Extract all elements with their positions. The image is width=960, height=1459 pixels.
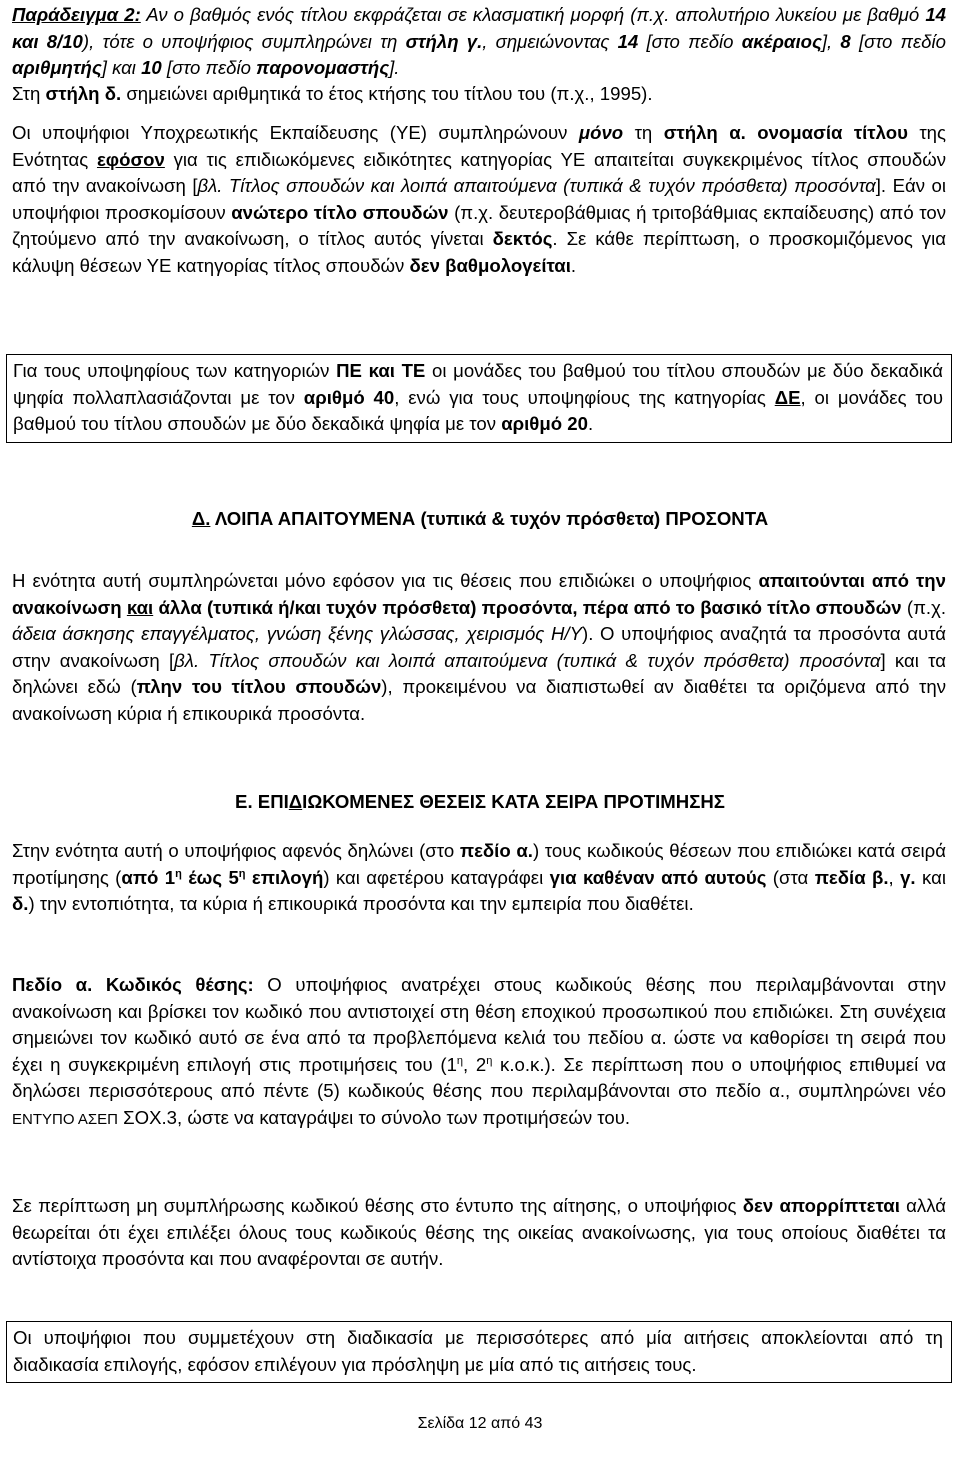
section-d-paragraph: Η ενότητα αυτή συμπληρώνεται μόνο εφόσον για τις θέσεις που επιδιώκει ο υποψήφιος απαιτούνται από την ανακοίνωση και άλλα (τυπικά ή/και τυχόν πρόσθετα) προσόντα, πέρα από το βασικό τίτλο σπουδών (π.χ. άδεια άσκησης επαγγέλματος, γνώση ξένης γλώσσας, χειρισμός Η/Υ). Ο υποψήφιος αναζητά τα προσόντα αυτά στην ανακοίνωση [βλ. Τίτλος σπουδών και λοιπά απαιτούμενα (τυπικά & τυχόν πρόσθετα) προσόντα] και τα δηλώνει εδώ (πλην του τίτλου σπουδών), προκειμένου να διαπιστωθεί αν διαθέτει τα οριζόμενα από την ανακοίνωση κύρια ή επικουρικά προσόντα. (12, 570, 947, 724)
column-d-paragraph: Στη στήλη δ. σημειώνει αριθμητικά το έτος κτήσης του τίτλου του (π.χ., 1995). (12, 83, 653, 104)
section-e-paragraph: Στην ενότητα αυτή ο υποψήφιος αφενός δηλώνει (στο πεδίο α.) τους κωδικούς θέσεων που επιδιώκει κατά σειρά προτίμησης (από $1^\eta$ έως $5^\eta$ επιλογή) και αφετέρου καταγράφει για καθέναν από αυτούς (στα πεδία β., γ. και δ.) την εντοπιότητα, τα κύρια ή επικουρικά προσόντα και την εμπειρία που διαθέτει. (12, 840, 946, 915)
multiple-applications-notice-box: Οι υποψήφιοι που συμμετέχουν στη διαδικασία με περισσότερες από μία αιτήσεις αποκλείονται από τη διαδικασία επιλογής, εφόσον επιλέγουν για πρόσληψη με μία από τις αιτήσεις τους. (6, 1321, 952, 1383)
section-e-heading: Ε. ΕΠΙΔΙΩΚΟΜΕΝΕΣ ΘΕΣΕΙΣ ΚΑΤΑ ΣΕΙΡΑ ΠΡΟΤΙΜΗΣΗΣ (235, 791, 725, 812)
compulsory-education-paragraph: Οι υποψήφιοι Υποχρεωτικής Εκπαίδευσης (ΥΕ) συμπληρώνουν μόνο τη στήλη α. ονομασία τίτλου της Ενότητας εφόσον για τις επιδιωκόμενες ειδικότητες κατηγορίας ΥΕ απαιτείται συγκεκριμένος τίτλος σπουδών από την ανακοίνωση [βλ. Τίτλος σπουδών και λοιπά απαιτούμενα (τυπικά & τυχόν πρόσθετα) προσόντα]. Εάν οι υποψήφιοι προσκομίσουν ανώτερο τίτλο σπουδών (π.χ. δευτεροβάθμιας ή τριτοβάθμιας εκπαίδευσης) από τον ζητούμενο από την ανακοίνωση, ο τίτλος αυτός γίνεται δεκτός. Σε κάθε περίπτωση, ο προσκομιζόμενος για κάλυψη θέσεων ΥΕ κατηγορίας τίτλος σπουδών δεν βαθμολογείται. (12, 122, 947, 276)
section-d-heading: Δ. ΛΟΙΠΑ ΑΠΑΙΤΟΥΜΕΝΑ (τυπικά & τυχόν πρόσθετα) ΠΡΟΣΟΝΤΑ (191, 508, 769, 529)
example-2-paragraph: Παράδειγμα 2: Αν ο βαθμός ενός τίτλου εκφράζεται σε κλασματική μορφή (π.χ. απολυτήριο λυκείου με βαθμό 14 και 8/10), τότε ο υποψήφιος συμπληρώνει τη στήλη γ., σημειώνοντας 14 [στο πεδίο ακέραιος], 8 [στο πεδίο αριθμητής] και 10 [στο πεδίο παρονομαστής]. (12, 4, 946, 79)
example-label: Παράδειγμα 2: (12, 4, 141, 25)
field-a-paragraph: Πεδίο α. Κωδικός θέσης: Ο υποψήφιος ανατρέχει στους κωδικούς θέσης που περιλαμβάνονται στην ανακοίνωση και βρίσκει τον κωδικό που αντιστοιχεί στη θέση εποχικού προσωπικού που επιδιώκει. Στη συνέχεια σημειώνει τον κωδικό αυτό σε ένα από τα προβλεπόμενα κελιά του πεδίου α. ώστε να καθορίσει τη σειρά που έχει η συγκεκριμένη επιλογή στις προτιμήσεις του ($1^\eta$, $2^\eta$ κ.ο.κ.). Σε περίπτωση που ο υποψήφιος επιθυμεί να δηλώσει περισσότερους από πέντε (5) κωδικούς θέσης που περιλαμβάνονται στο πεδίο α., συμπληρώνει νέο ΕΝΤΥΠΟ ΑΣΕΠ ΣΟΧ.3, ώστε να καταγράψει το σύνολο των προτιμήσεών του. (12, 974, 947, 1128)
page-number-footer: Σελίδα 12 από 43 (417, 1415, 543, 1432)
field-a-missing-code-paragraph: Σε περίπτωση μη συμπλήρωσης κωδικού θέσης στο έντυπο της αίτησης, ο υποψήφιος δεν απορρίπτεται αλλά θεωρείται ότι έχει επιλέξει όλους τους κωδικούς θέσης της οικείας ανακοίνωσης, για τους οποίους διαθέτει τα αντίστοιχα προσόντα και που αναφέρονται σε αυτήν. (12, 1195, 946, 1270)
grade-multiplier-notice-box: Για τους υποψηφίους των κατηγοριών ΠΕ και ΤΕ οι μονάδες του βαθμού του τίτλου σπουδών με δύο δεκαδικά ψηφία πολλαπλασιάζονται με τον αριθμό 40, ενώ για τους υποψηφίους της κατηγορίας ΔΕ, οι μονάδες του βαθμού του τίτλου σπουδών με δύο δεκαδικά ψηφία με τον αριθμό 20. (6, 354, 952, 443)
